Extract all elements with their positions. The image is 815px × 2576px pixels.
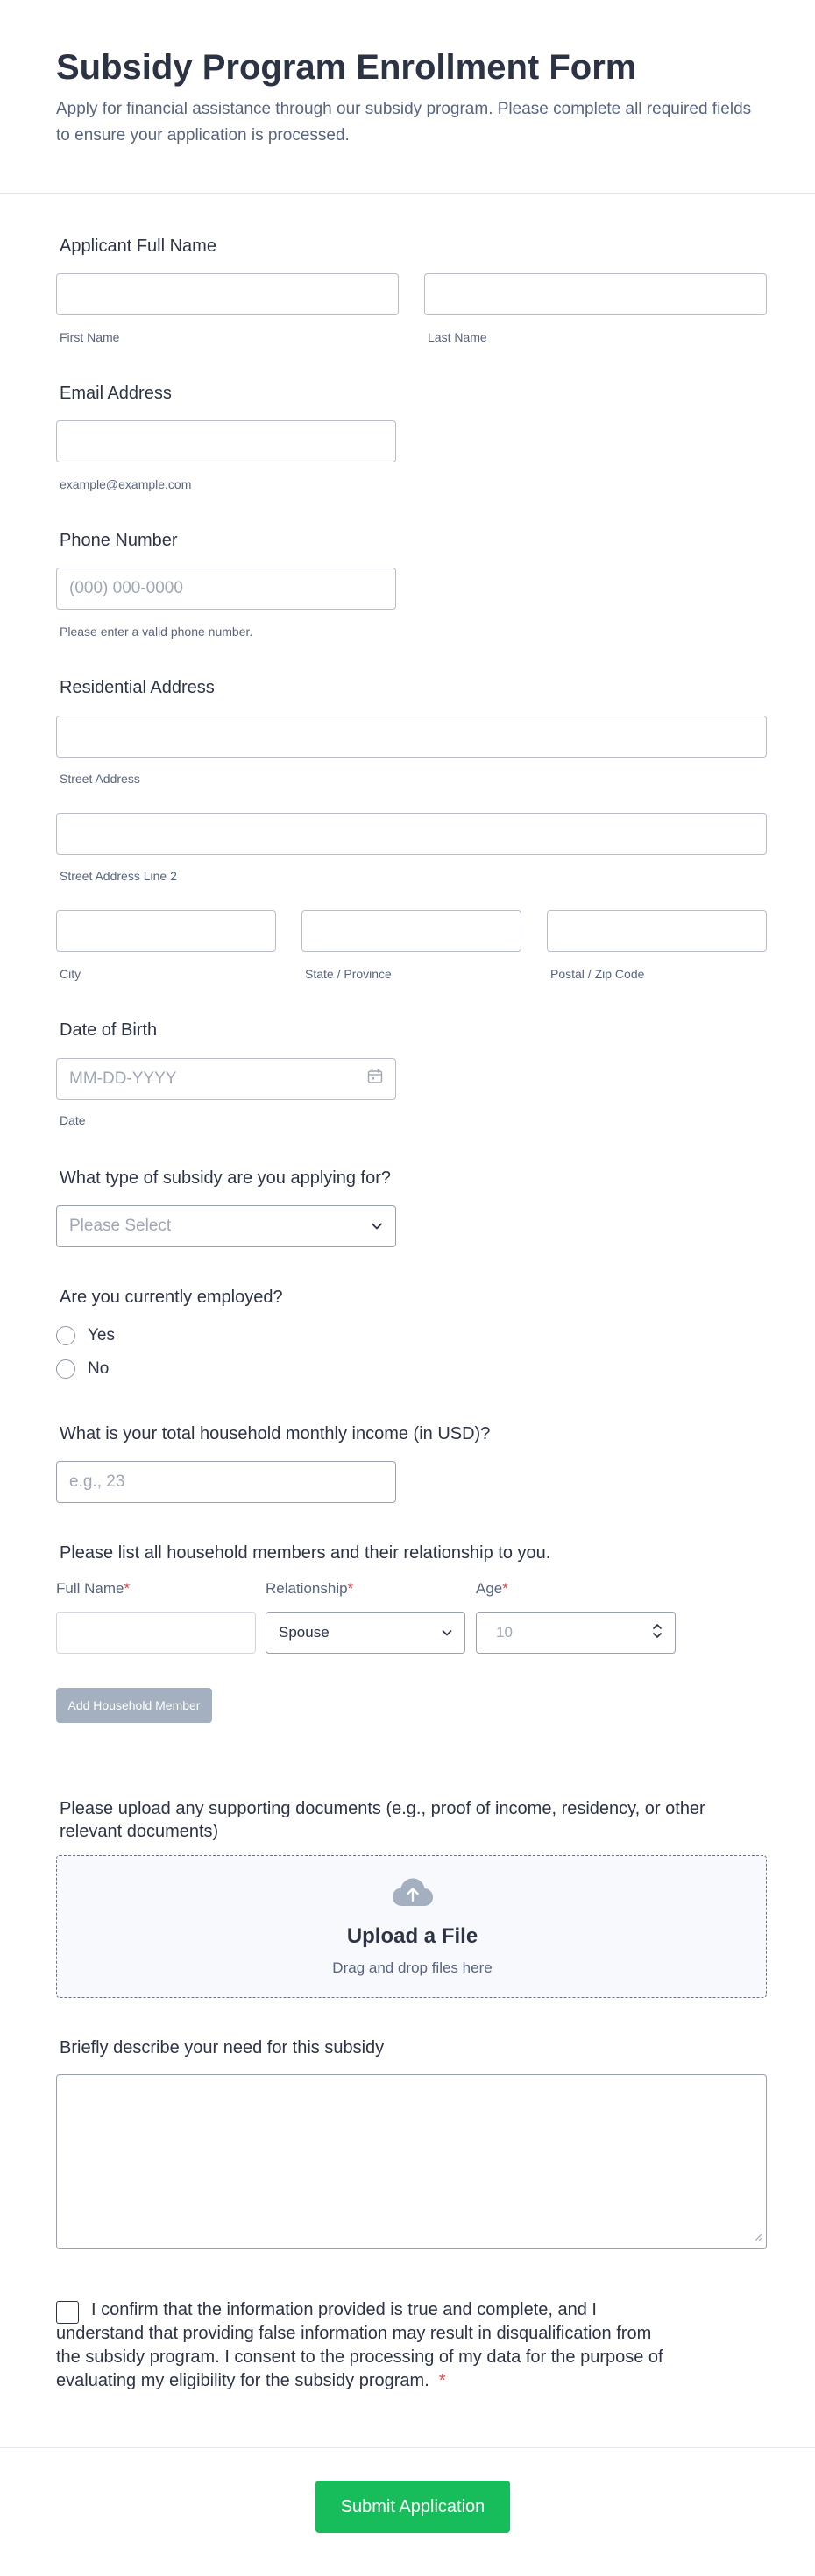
- employed-label: Are you currently employed?: [60, 1288, 283, 1307]
- city-input[interactable]: [56, 910, 276, 952]
- household-col-relationship: Relationship*: [266, 1580, 354, 1597]
- form-description: Apply for financial assistance through our subsidy program. Please complete all required fields to ensure your application is processed.: [56, 100, 752, 145]
- cloud-upload-icon: [392, 1877, 434, 1913]
- chevron-down-icon: [442, 1624, 452, 1641]
- upload-title: Upload a File: [346, 1924, 478, 1948]
- need-label: Briefly describe your need for this subsidy: [60, 2038, 385, 2057]
- household-name-input[interactable]: [56, 1612, 256, 1654]
- calendar-icon[interactable]: [367, 1069, 383, 1090]
- email-sublabel: example@example.com: [60, 477, 192, 491]
- phone-sublabel: Please enter a valid phone number.: [60, 625, 253, 639]
- state-input[interactable]: [301, 910, 521, 952]
- chevron-down-icon: [371, 1217, 383, 1236]
- email-input[interactable]: [56, 420, 396, 462]
- zip-input[interactable]: [547, 910, 767, 952]
- first-name-input[interactable]: [56, 273, 399, 315]
- need-textarea[interactable]: [56, 2074, 767, 2249]
- street-address-input[interactable]: [56, 716, 767, 758]
- household-col-age: Age*: [476, 1580, 508, 1597]
- state-sublabel: State / Province: [305, 967, 392, 981]
- household-col-name: Full Name*: [56, 1580, 131, 1597]
- consent-required-mark: *: [438, 2371, 446, 2390]
- employed-yes-label[interactable]: Yes: [88, 1326, 115, 1344]
- city-sublabel: City: [60, 967, 82, 981]
- income-input[interactable]: [56, 1461, 396, 1503]
- street-address-sublabel: Street Address: [60, 772, 140, 786]
- dob-placeholder: MM-DD-YYYY: [69, 1069, 177, 1088]
- last-name-sublabel: Last Name: [428, 330, 487, 344]
- submit-button[interactable]: Submit Application: [315, 2481, 510, 2533]
- name-label: Applicant Full Name: [60, 236, 216, 256]
- consent-text: I confirm that the information provided is true and complete, and I understand that providing false information may result in disqualification from the subsidy program. I consent to the processing of my data for the purpose of evaluating my eligibility for the subsidy program. *: [56, 2300, 663, 2390]
- employed-no-radio[interactable]: [56, 1359, 75, 1379]
- dob-label: Date of Birth: [60, 1020, 158, 1040]
- household-relationship-select[interactable]: [266, 1612, 465, 1654]
- first-name-sublabel: First Name: [60, 330, 120, 344]
- household-label: Please list all household members and their relationship to you.: [60, 1543, 551, 1563]
- subsidy-type-selected: Please Select: [69, 1217, 172, 1235]
- form-title: Subsidy Program Enrollment Form: [56, 48, 637, 87]
- phone-placeholder: (000) 000-0000: [69, 579, 183, 597]
- income-placeholder: e.g., 23: [69, 1472, 125, 1491]
- address-label: Residential Address: [60, 678, 215, 697]
- household-age-placeholder: 10: [496, 1624, 513, 1641]
- form-header: [0, 0, 815, 194]
- phone-label: Phone Number: [60, 531, 178, 550]
- subsidy-type-select[interactable]: [56, 1205, 396, 1247]
- dob-input[interactable]: [56, 1058, 396, 1100]
- zip-sublabel: Postal / Zip Code: [550, 967, 645, 981]
- upload-label: Please upload any supporting documents (e.g., proof of income, residency, or other relevant documents): [60, 1799, 705, 1841]
- household-age-input[interactable]: [476, 1612, 676, 1654]
- employed-no-label[interactable]: No: [88, 1359, 110, 1378]
- employed-yes-radio[interactable]: [56, 1326, 75, 1345]
- footer-divider: [0, 2447, 815, 2448]
- subsidy-type-label: What type of subsidy are you applying for?: [60, 1168, 391, 1188]
- email-label: Email Address: [60, 384, 172, 403]
- street-address-line2-input[interactable]: [56, 813, 767, 855]
- add-household-member-button[interactable]: Add Household Member: [56, 1688, 212, 1723]
- upload-dropzone[interactable]: [56, 1855, 767, 1998]
- street-address-line2-sublabel: Street Address Line 2: [60, 869, 177, 883]
- household-relationship-value: Spouse: [279, 1624, 330, 1641]
- phone-input[interactable]: [56, 568, 396, 610]
- resize-handle-icon[interactable]: [754, 2227, 762, 2247]
- dob-sublabel: Date: [60, 1113, 86, 1127]
- income-label: What is your total household monthly income (in USD)?: [60, 1424, 491, 1443]
- stepper-icon[interactable]: [652, 1622, 663, 1644]
- upload-subtitle: Drag and drop files here: [332, 1959, 493, 1976]
- last-name-input[interactable]: [424, 273, 767, 315]
